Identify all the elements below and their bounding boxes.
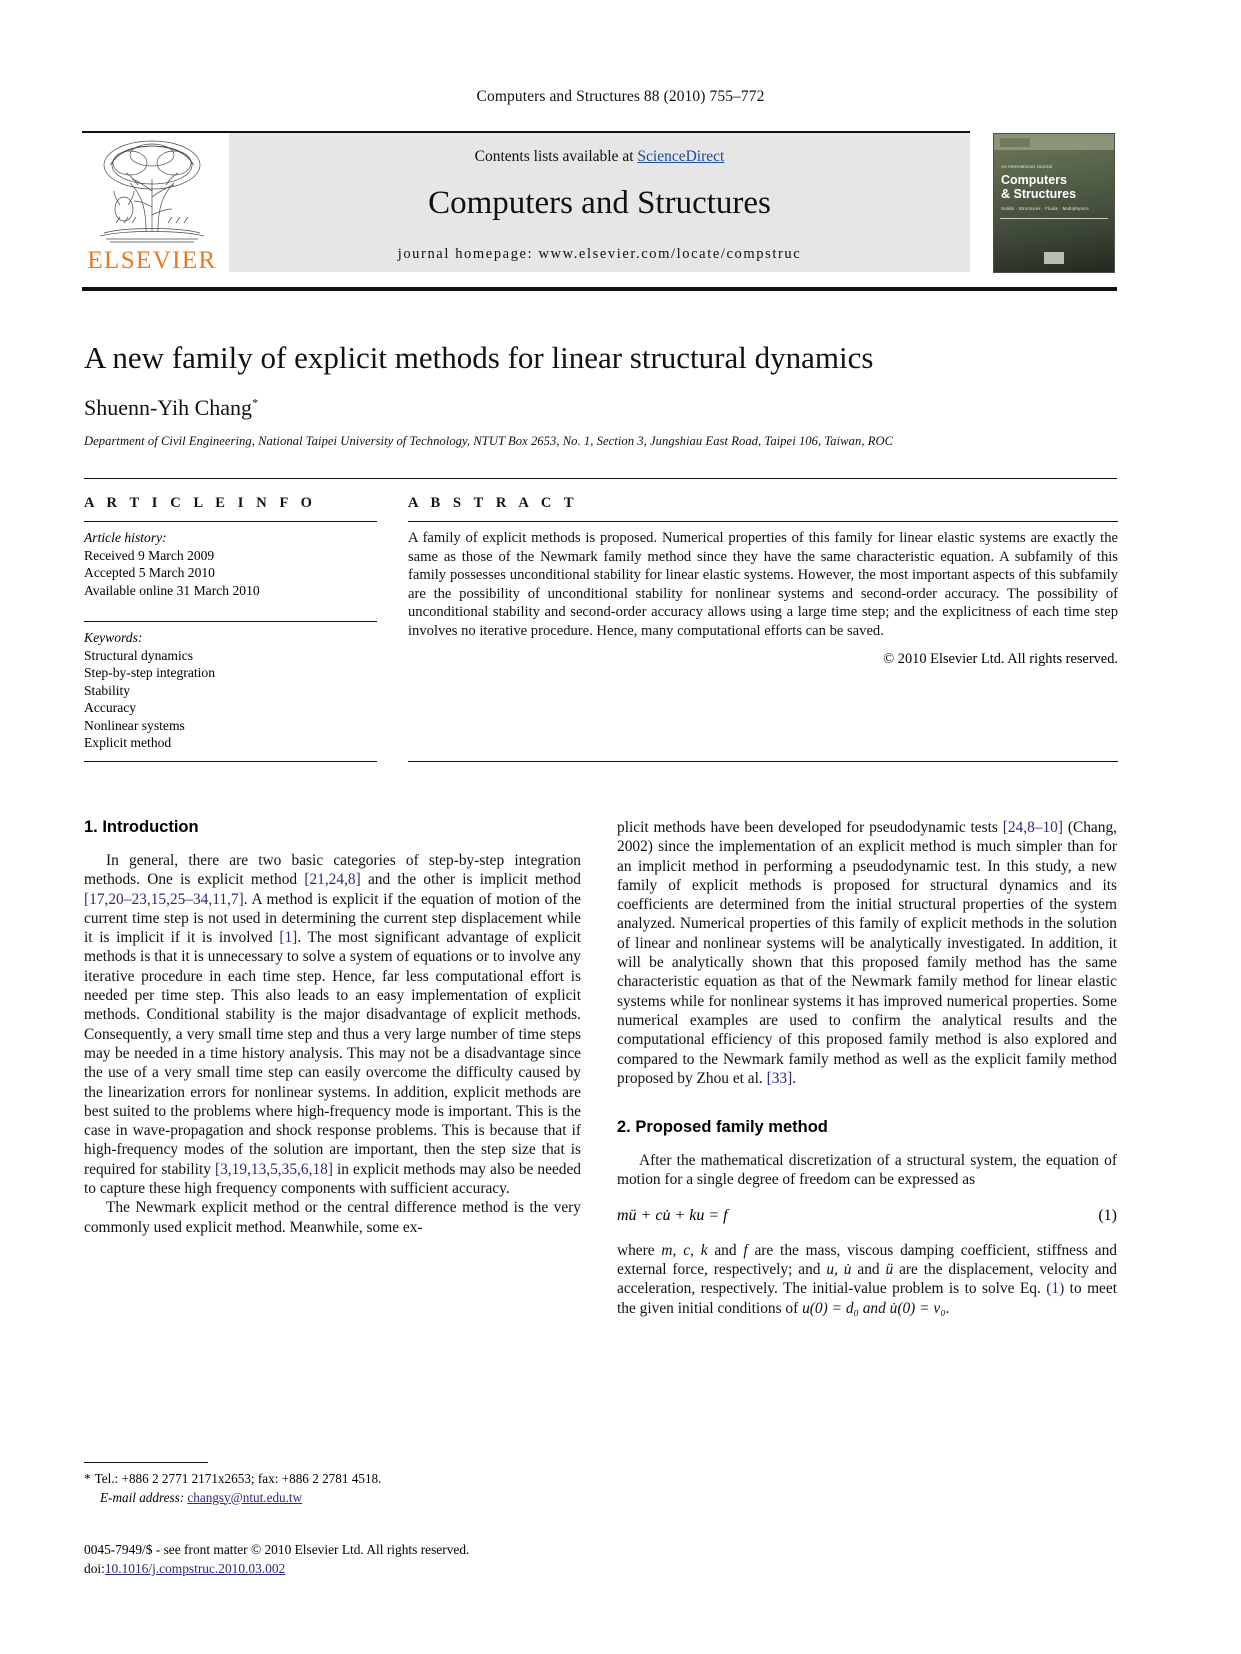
intro-text-2: and the other is implicit method <box>360 871 581 889</box>
article-history-label: Article history: <box>84 530 167 545</box>
keyword-item: Structural dynamics <box>84 647 194 663</box>
keyword-item: Stability <box>84 682 131 698</box>
history-accepted: Accepted 5 March 2010 <box>84 565 215 580</box>
footnote-tel: Tel.: +886 2 2771 2171x2653; fax: +886 2 2781 4518. <box>94 1471 382 1486</box>
equation-1-number: (1) <box>1098 1206 1117 1224</box>
intro3-text-3: . <box>792 1069 797 1087</box>
paragraph-intro-3 <box>617 818 1117 1088</box>
sep: , <box>672 1241 684 1259</box>
cover-divider <box>1000 218 1108 219</box>
issn-line: 0045-7949/$ - see front matter © 2010 Elsevier Ltd. All rights reserved. <box>84 1542 470 1557</box>
history-received: Received 9 March 2009 <box>84 547 215 563</box>
doi-link[interactable]: 10.1016/j.compstruc.2010.03.002 <box>104 1561 286 1576</box>
journal-header-panel <box>229 133 970 272</box>
footnote-tel-line <box>84 1470 584 1489</box>
intro3-text-1: plicit methods have been developed for pseudodynamic tests <box>617 819 1003 836</box>
intro-text-4: . The most significant advantage of explicit methods is that it is unnecessary to solve a system of equations or to involve any iterative procedure in each time step. Hence, far less computational effort is needed per time step. This also leads to an easy implementation of explicit methods. Conditional stability is the major disadvantage of explicit methods. Consequently, a very small time step and thus a very large number of time steps may be needed in a time history analysis. This may not be a disadvantage since the use of a very small time step can easily overcome the difficulty caused by the linearization errors for nonlinear systems. In addition, explicit methods are best suited to the problems where high-frequency mode is important. This is the case in wave-propagation and shock response problems. This is because that if high-frequency modes of the solution are important, then the step size that is required for stability <box>84 929 581 1178</box>
intro-text-1: In general, there are two basic categories of step-by-step integration methods. One is explicit method <box>84 852 581 889</box>
sep: , <box>690 1241 701 1259</box>
paragraph-intro-1 <box>84 851 581 1198</box>
footnote-block <box>84 1470 584 1507</box>
citation-ref[interactable]: [17,20–23,15,25–34,11,7] <box>84 890 244 908</box>
citation-ref[interactable]: [1] <box>279 929 298 947</box>
author-footnote-marker[interactable]: * <box>252 395 259 410</box>
method2-text-6: . <box>945 1299 950 1317</box>
keywords-divider <box>84 621 377 622</box>
keyword-item: Step-by-step integration <box>84 665 215 680</box>
keyword-item: Nonlinear systems <box>84 717 185 733</box>
symbol-m: m <box>661 1241 673 1259</box>
cover-logo-block <box>1044 252 1064 264</box>
paragraph-intro-2: The Newmark explicit method or the central difference method is the very commonly used explicit method. Meanwhile, some ex- <box>84 1199 581 1236</box>
conjunction: and <box>707 1241 744 1259</box>
symbol-u-udot: u, u̇ <box>826 1261 852 1279</box>
page-title: A new family of explicit methods for linear structural dynamics <box>84 340 874 375</box>
journal-cover-thumbnail <box>993 133 1115 273</box>
section-heading-proposed-family-method: 2. Proposed family method <box>617 1118 828 1137</box>
intro-text-5: in explicit methods may also be needed to capture these high frequency components with sufficient accuracy. <box>84 1160 581 1198</box>
doi-label: doi: <box>84 1561 105 1576</box>
abstract-block-bottom-rule <box>408 761 1118 762</box>
contents-prefix-text: Contents lists available at <box>474 148 638 165</box>
keyword-item: Accuracy <box>84 700 137 715</box>
keyword-item: Explicit method <box>84 735 172 750</box>
intro3-text-2: (Chang, 2002) since the implementation of an explicit method is much simpler than for an implicit method in performing a pseudodynamic test. In this study, a new family of explicit methods is proposed for structural dynamics and its coefficients are determined from the initial structural properties of the system analyzed. Numerical properties of this family of explicit methods in the solution of linear and nonlinear systems will be analytically investigated. In addition, it will be analytically shown that this proposed family method has the same characteristic equation as that of the Newmark family method for linear elastic systems while for nonlinear systems it has improved numerical properties. Some numerical examples are used to confirm the analytical results and the computational efficiency of this proposed family method is also explored and compared to the Newmark family method as well as the explicit family method proposed by Zhou et al. <box>617 819 1117 1087</box>
author-affiliation: Department of Civil Engineering, National Taipei University of Technology, NTUT Box 2653, No. 1, Section 3, Jungshiau East Road, Taipei 106, Taiwan, ROC <box>84 434 894 448</box>
method2-text-5: to meet the given initial conditions of <box>617 1280 1117 1317</box>
info-block-bottom-rule <box>84 761 377 762</box>
cover-title-line1: Computers <box>1001 173 1067 187</box>
equation-1 <box>617 1207 1117 1225</box>
imprint-block <box>84 1540 644 1578</box>
footnote-separator-rule <box>84 1462 208 1463</box>
article-info-heading: A R T I C L E I N F O <box>84 495 317 511</box>
email-link[interactable]: changsy@ntut.edu.tw <box>187 1489 303 1505</box>
method2-text-4: are the displacement, velocity and acceleration, respectively. The initial-value problem is to solve Eq. <box>617 1261 1117 1298</box>
abstract-heading: A B S T R A C T <box>408 495 579 511</box>
history-available-online: Available online 31 March 2010 <box>84 582 260 598</box>
footnote-email-line <box>84 1489 584 1508</box>
method2-text-2: are the mass, viscous damping coefficient, stiffness and external force, respectively; and <box>617 1241 1117 1279</box>
footnote-star-marker: * <box>84 1471 91 1486</box>
paragraph-method-1: After the mathematical discretization of a structural system, the equation of motion for a single degree of freedom can be expressed as <box>617 1152 1117 1189</box>
cover-small-title: An International Journal <box>1001 164 1053 169</box>
abstract-divider <box>408 521 1118 522</box>
journal-header-band <box>82 133 970 272</box>
symbol-k: k <box>700 1241 708 1259</box>
intro-text-3: . A method is explicit if the equation of motion of the current time step is not used in determining the current step displacement while it is implicit if it is involved <box>84 890 581 947</box>
running-head: Computers and Structures 88 (2010) 755–772 <box>476 88 765 105</box>
abstract-block <box>408 495 1118 668</box>
abstract-block-top-rule <box>84 478 1117 479</box>
initial-conditions: u(0) = d₀ and u̇(0) = v₀ <box>802 1299 946 1317</box>
equation-link[interactable]: (1) <box>1046 1280 1065 1298</box>
citation-ref[interactable]: [3,19,13,5,35,6,18] <box>214 1160 333 1178</box>
citation-ref[interactable]: [24,8–10] <box>1002 819 1063 836</box>
header-bottom-rule <box>82 287 1117 291</box>
elsevier-wordmark: ELSEVIER <box>87 247 217 274</box>
symbol-f: f <box>743 1241 748 1259</box>
email-label: E-mail address: <box>100 1489 185 1505</box>
contents-available-line <box>229 148 970 166</box>
article-info-divider <box>84 521 377 522</box>
citation-ref[interactable]: [33] <box>766 1069 793 1087</box>
symbol-c: c <box>683 1241 691 1259</box>
body-column-left <box>84 818 581 1237</box>
doi-line <box>84 1559 644 1578</box>
abstract-text: A family of explicit methods is proposed. Numerical properties of this family for linear elastic systems are exactly the same as those of the Newmark family method since they have the same characteristic equation. A subfamily of this family possesses unconditional stability for linear elastic systems. However, the most important aspects of this subfamily are the possibility of unconditional stability for nonlinear systems and second-order accuracy. The possibility of unconditional stability and second-order accuracy allows using a large time step; and the explicitness of each time step involves no iterative procedure. Hence, many computational efforts can be saved. <box>408 530 1118 639</box>
elsevier-logo <box>82 133 222 272</box>
author-label: Shuenn-Yih Chang <box>84 395 253 420</box>
elsevier-tree-icon <box>90 135 214 247</box>
journal-title: Computers and Structures <box>428 185 771 221</box>
section-heading-introduction: 1. Introduction <box>84 818 199 836</box>
abstract-copyright: © 2010 Elsevier Ltd. All rights reserved. <box>883 650 1118 667</box>
sciencedirect-link[interactable]: ScienceDirect <box>637 148 725 165</box>
body-column-right <box>617 818 1117 1318</box>
journal-homepage-line[interactable]: journal homepage: www.elsevier.com/locate/compstruc <box>397 246 802 262</box>
author-name <box>84 395 258 421</box>
article-info-block <box>84 495 377 752</box>
cover-masthead-block <box>1000 138 1030 147</box>
method2-text-1: where <box>617 1241 662 1259</box>
citation-ref[interactable]: [21,24,8] <box>304 871 361 889</box>
method2-text-3: and <box>851 1261 886 1279</box>
keywords-label: Keywords: <box>84 630 143 645</box>
paragraph-method-2 <box>617 1241 1117 1318</box>
symbol-uddot: ü <box>885 1261 894 1279</box>
cover-title-line2: & Structures <box>1001 187 1077 201</box>
equation-1-body: mü + cu̇ + ku = f <box>617 1206 728 1224</box>
cover-subtitle: Solids · Structures · Fluids · Multiphysics <box>1001 206 1089 211</box>
